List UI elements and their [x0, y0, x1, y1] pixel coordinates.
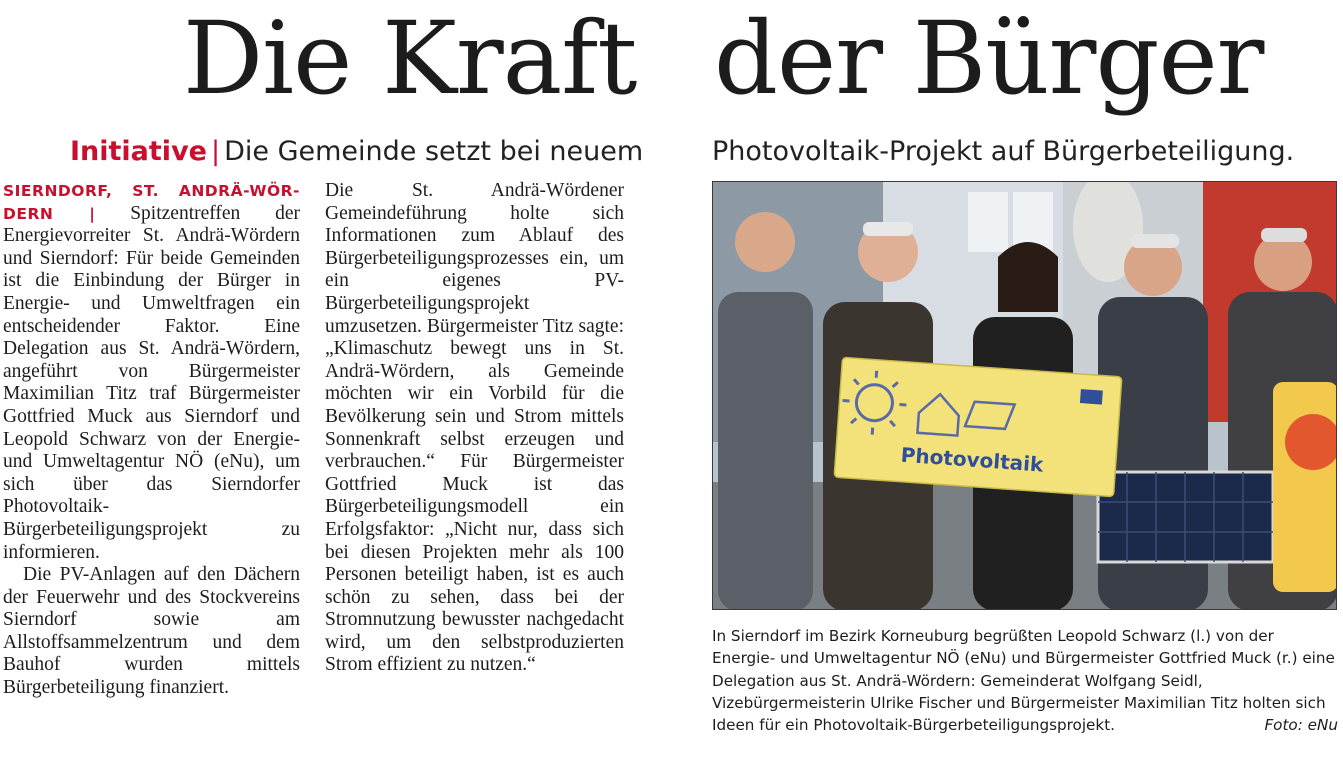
headline-word-2: der Bürger	[714, 0, 1264, 117]
subheadline-text-left: Die Gemeinde setzt bei neuem	[224, 136, 644, 167]
subheadline-right: Photovoltaik-Projekt auf Bürgerbeteiligung.	[712, 136, 1295, 167]
paragraph-1	[3, 180, 300, 564]
paragraph-2: Die PV-Anlagen auf den Dächern der Feuerwehr und des Stockvereins Sierndorf sowie am Allstoffsammelzentrum und dem Bauhof wurden mittels Bürgerbeteiligung finanziert.	[3, 564, 300, 699]
article-column-2	[325, 180, 624, 677]
article-column-1	[3, 180, 300, 700]
kicker: Initiative	[70, 136, 207, 167]
photo-credit: Foto: eNu	[1264, 716, 1338, 735]
side-sign	[1273, 382, 1337, 592]
headline	[0, 0, 1343, 118]
paragraph-3: Die St. Andrä-Wördener Gemeindeführung holte sich Informationen zum Ablauf des Bürgerbeteiligungsprozesses ein, um ein eigenes PV-Bürgerbeteiligungsprojekt umzusetzen. Bürgermeister Titz sagte: „Klimaschutz bewegt uns in St. Andrä-Wördern, als Gemeinde möchten wir ein Vorbild für die Bevölkerung sein und Strom mittels Sonnenkraft selbst erzeugen und verbrauchen.“ Für Bürgermeister Gottfried Muck ist das Bürgerbeteiligungsmodell ein Erfolgsfaktor: „Nicht nur, dass sich bei diesen Projekten mehr als 100 Personen beteiligt haben, ist es auch schön zu sehen, dass bei der Stromnutzung bewusster nachgedacht wird, um den selbstproduzierten Strom effizient zu nutzen.“	[325, 180, 624, 676]
sign-label: Photovoltaik	[900, 442, 1045, 477]
photovoltaik-sign	[834, 357, 1122, 496]
solar-panel	[1098, 472, 1273, 562]
subheadline-left	[70, 134, 643, 170]
photo-caption	[712, 625, 1338, 736]
kicker-separator: |	[210, 136, 221, 167]
caption-text: In Sierndorf im Bezirk Korneuburg begrüßten Leopold Schwarz (l.) von der Energie- und Umweltagentur NÖ (eNu) und Bürgermeister Gottfried Muck (r.) eine Delegation aus St. Andrä-Wördern: Gemeinderat Wolfgang Seidl, Vizebürgermeisterin Ulrike Fischer und Bürgermeister Maximilian Titz holten sich Ideen für ein Photovoltaik-Bürgerbeteiligungsprojekt.	[712, 627, 1335, 735]
group-photo-illustration	[713, 182, 1337, 610]
headline-word-1: Die Kraft	[183, 0, 637, 117]
paragraph-1-text: Spitzentreffen der Energievorreiter St. Andrä-Wördern und Sierndorf: Für beide Gemeinden ist die Einbindung der Bürger in Energie- und Umweltfragen ein entscheidender Faktor. Eine Delegation aus St. Andrä-Wördern, angeführt von Bürgermeister Maximilian Titz traf Bürgermeister Gottfried Muck aus Sierndorf und Leopold Schwarz von der Energie- und Umweltagentur NÖ (eNu), um sich über das Sierndorfer Photovoltaik-Bürgerbeteiligungsprojekt zu informieren.	[3, 202, 301, 563]
article-photo	[712, 181, 1337, 610]
dateline: SIERNDORF, ST. ANDRÄ-WÖR-DERN |	[3, 182, 300, 223]
